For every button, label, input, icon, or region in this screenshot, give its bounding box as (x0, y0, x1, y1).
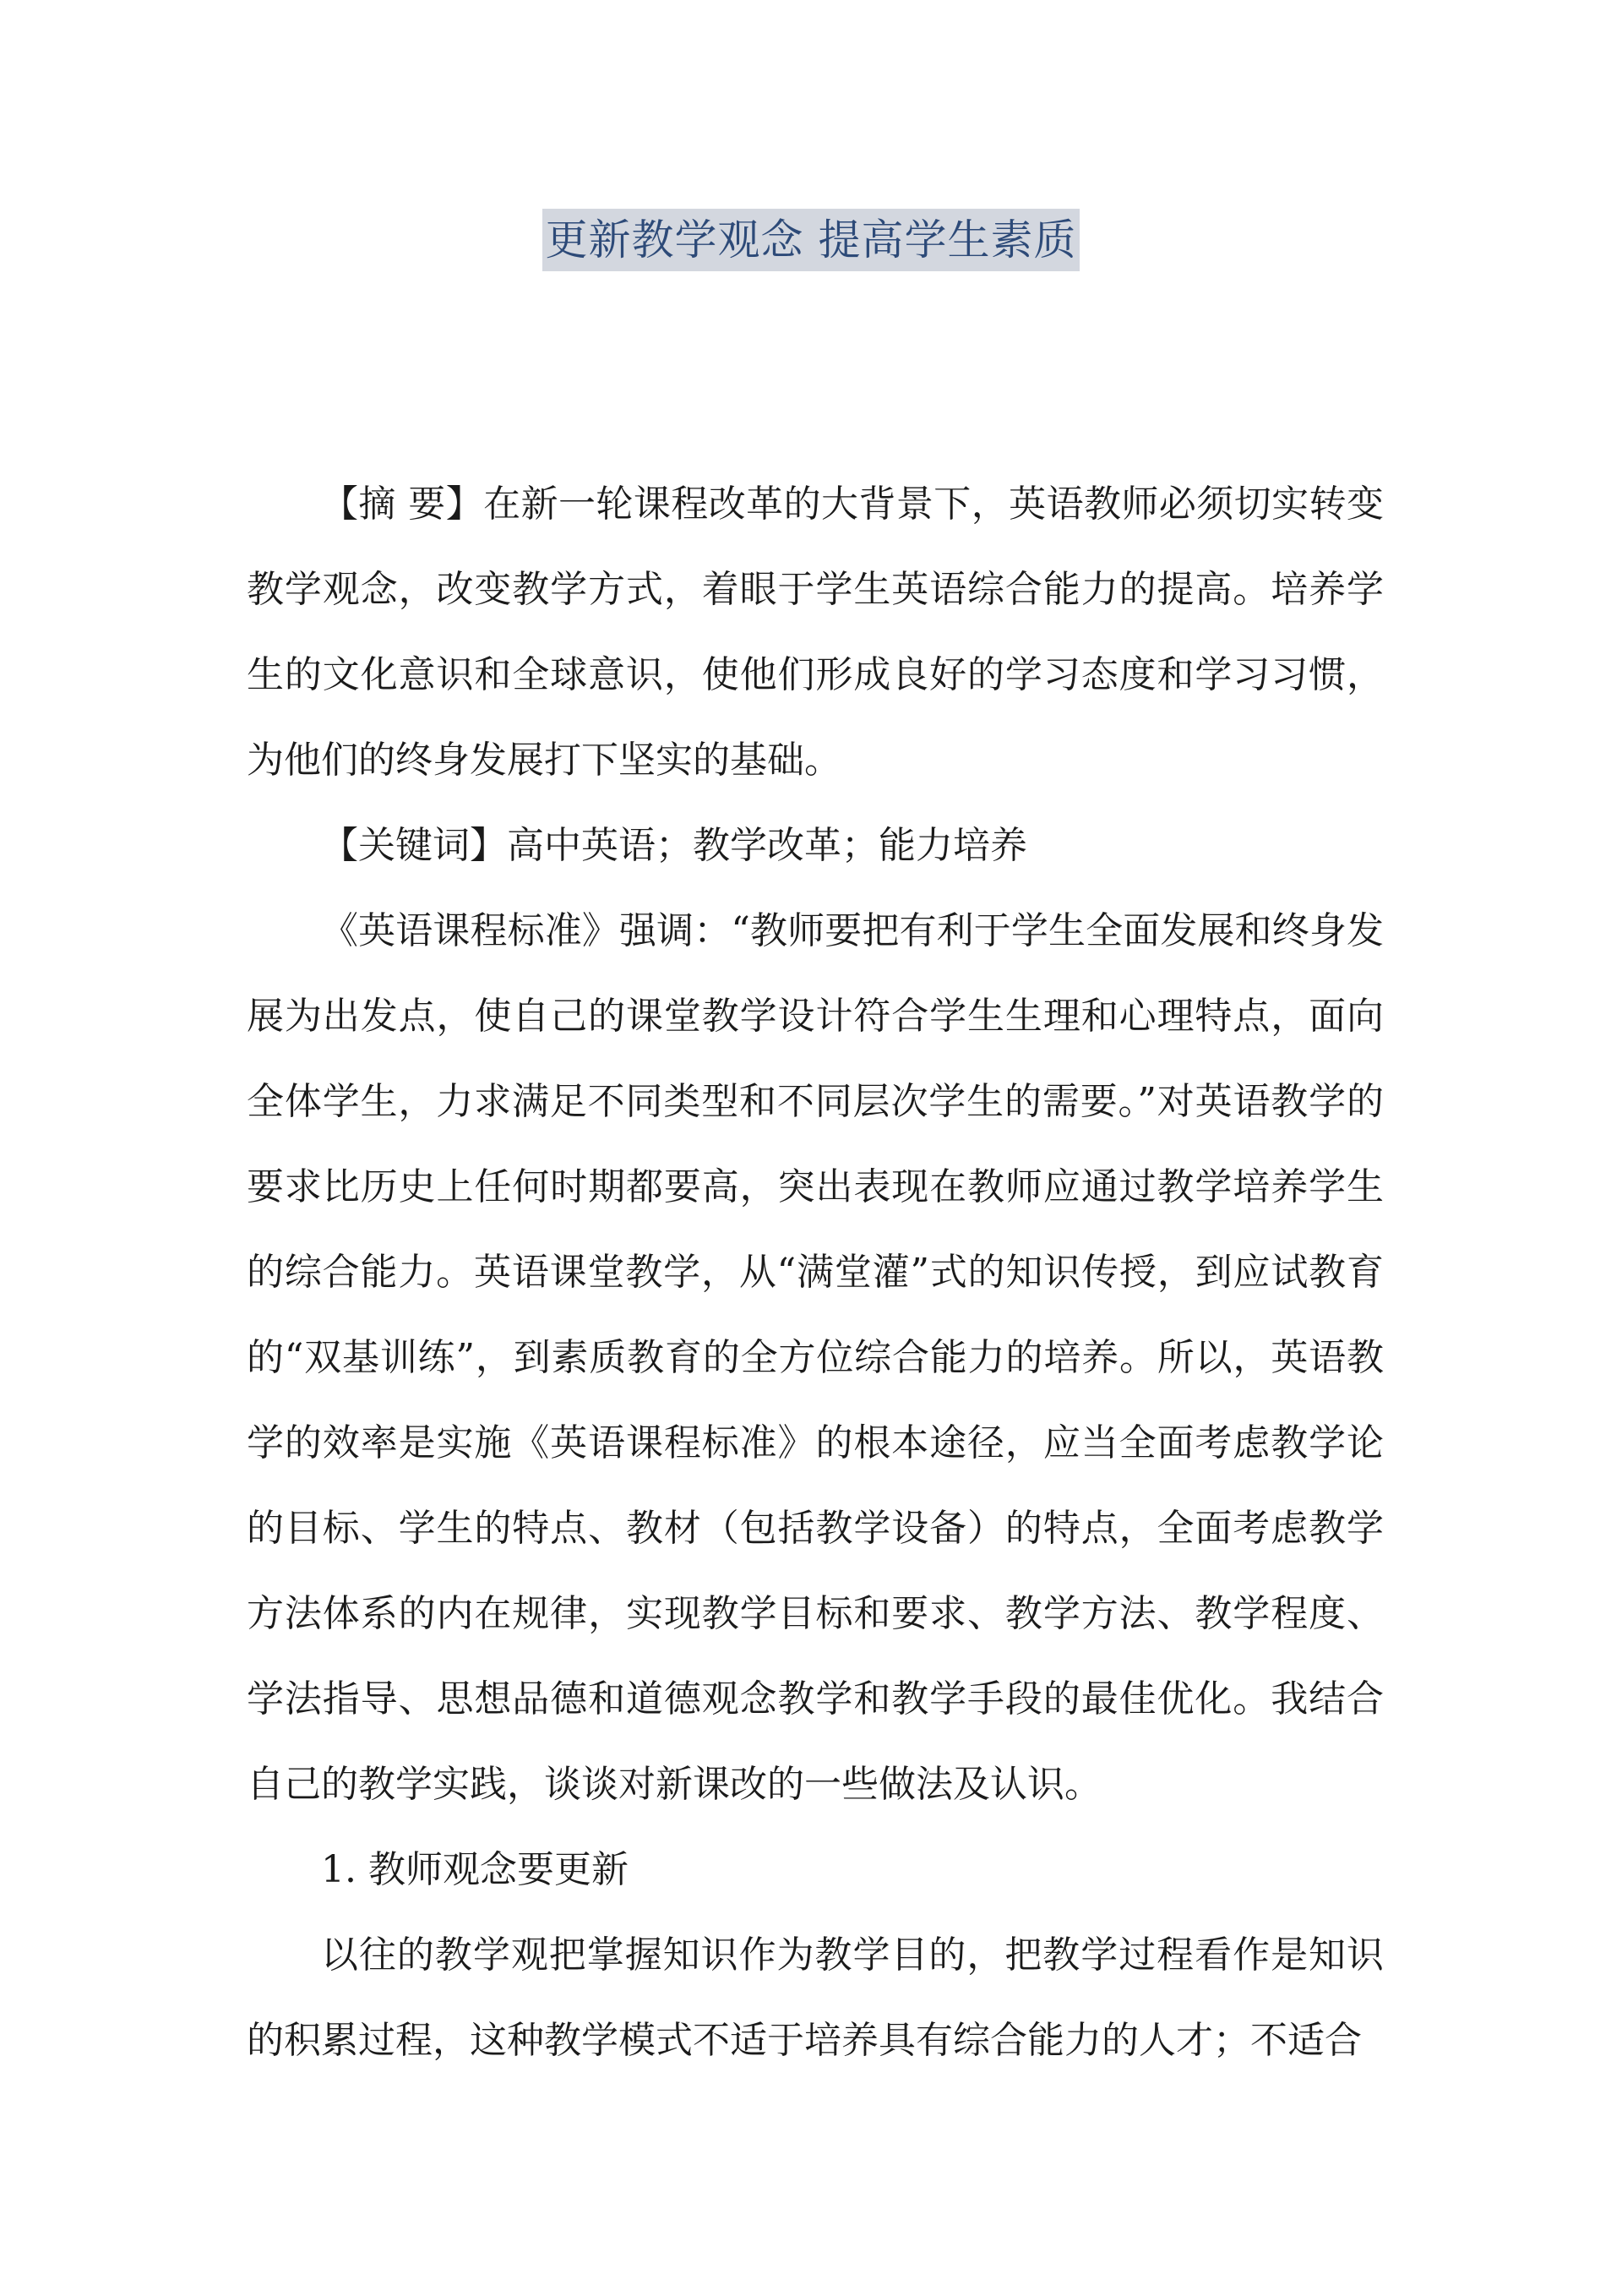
section-heading-1: 1. 教师观念要更新 (321, 1848, 629, 1891)
keywords-paragraph (247, 803, 1384, 888)
document-title-text: 更新教学观念 提高学生素质 (542, 209, 1080, 271)
document-body (247, 461, 1384, 2083)
abstract-paragraph (247, 461, 1384, 803)
body-paragraph-section-1: 以往的教学观把掌握知识作为教学目的，把教学过程看作是知识的积累过程，这种教学模式不适于培养具有综合能力的人才；不适合 (247, 1933, 1384, 2062)
document-title (0, 209, 1622, 280)
keywords-text: 高中英语；教学改革；能力培养 (507, 824, 1027, 867)
body-paragraph-intro: 《英语课程标准》强调：“教师要把有利于学生全面发展和终身发展为出发点，使自己的课堂教学设计符合学生生理和心理特点，面向全体学生，力求满足不同类型和不同层次学生的需要。”对英语教学的要求比历史上任何时期都要高，突出表现在教师应通过教学培养学生的综合能力。英语课堂教学，从“满堂灌”式的知识传授，到应试教育的“双基训练”，到素质教育的全方位综合能力的培养。所以，英语教学的效率是实施《英语课程标准》的根本途径，应当全面考虑教学论的目标、学生的特点、教材（包括教学设备）的特点，全面考虑教学方法体系的内在规律，实现教学目标和要求、教学方法、教学程度、学法指导、思想品德和道德观念教学和教学手段的最佳优化。我结合自己的教学实践，谈谈对新课改的一些做法及认识。 (247, 909, 1384, 1806)
keywords-label: 【关键词】 (321, 824, 507, 867)
abstract-text: 在新一轮课程改革的大背景下，英语教师必须切实转变教学观念，改变教学方式，着眼于学生英语综合能力的提高。培养学生的文化意识和全球意识，使他们形成良好的学习态度和学习习惯，为他们的终身发展打下坚实的基础。 (247, 483, 1384, 782)
abstract-label: 【摘 要】 (321, 483, 484, 526)
